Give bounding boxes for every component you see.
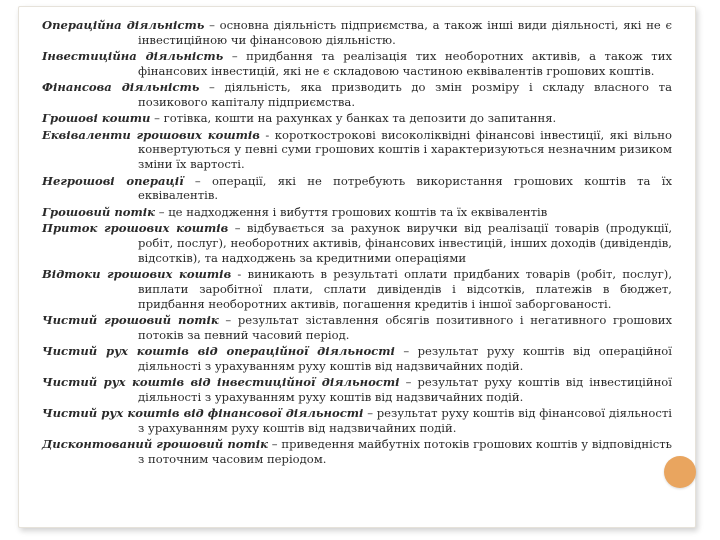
definition-text: – результат руху коштів від інвестиційної діяльності з урахуванням руху коштів від надзвичайних подій. [138, 375, 672, 405]
definition-text: – діяльність, яка призводить до змін розміру і складу власного та позикового капіталу підприємства. [138, 80, 672, 110]
definition-cash [42, 111, 672, 126]
term: Операційна діяльність [42, 18, 205, 32]
definition-cash-inflow [42, 221, 672, 266]
definition-non-cash-operations [42, 174, 672, 204]
term: Чистий рух коштів від фінансової діяльності [42, 406, 364, 421]
term: Дисконтований грошовий потік [42, 437, 269, 452]
term: Чистий рух коштів від операційної діяльності [42, 344, 395, 358]
definitions-list [42, 18, 672, 468]
definition-investing-activity [42, 49, 672, 79]
definition-discounted-cash-flow [42, 437, 672, 467]
definition-text: – операції, які не потребують використання грошових коштів та їх еквівалентів. [138, 173, 672, 203]
definition-net-financing-cash [42, 406, 672, 436]
definition-text: – результат руху коштів від операційної діяльності з урахуванням руху коштів від надзвичайних подій. [138, 344, 672, 373]
term: Чистий грошовий потік [42, 312, 219, 327]
term: Чистий рух коштів від інвестиційної діяльності [42, 375, 400, 390]
definition-net-operating-cash [42, 344, 672, 374]
definition-cash-equivalents [42, 128, 672, 173]
decorative-circle [664, 456, 696, 488]
term: Грошовий потік [42, 204, 156, 219]
definition-cash-flow [42, 205, 672, 220]
definition-text: – результат руху коштів від фінансової діяльності з урахуванням руху коштів від надзвичайних подій. [138, 406, 672, 436]
definition-financing-activity [42, 80, 672, 110]
definition-cash-outflows [42, 267, 672, 312]
term: Фінансова діяльність [42, 80, 200, 95]
term: Відтоки грошових коштів [42, 266, 232, 281]
definition-text: – результат зіставлення обсягів позитивного і негативного грошових потоків за певний часовий період. [138, 312, 672, 342]
term: Інвестиційна діяльність [42, 49, 224, 64]
definition-net-investing-cash [42, 375, 672, 405]
definition-text: – це надходження і вибуття грошових коштів та їх еквівалентів [155, 204, 548, 219]
definition-operating-activity [42, 18, 672, 48]
term: Негрошові операції [42, 173, 184, 188]
definition-text: - короткострокові високоліквідні фінансові інвестиції, які вільно конвертуються у певні суми грошових коштів і характеризуються незначним ризиком зміни їх вартості. [138, 127, 672, 172]
definition-text: – готівка, кошти на рахунках у банках та депозити до запитання. [150, 111, 557, 126]
term: Грошові кошти [42, 111, 151, 126]
definition-text: – відбувається за рахунок виручки від реалізації товарів (продукції, робіт, послуг), необоротних активів, фінансових інвестицій, інших доходів (дивідендів, відсотків), та надходжень за кредитними операціями [138, 220, 673, 265]
definition-text: – приведення майбутніх потоків грошових коштів у відповідність з поточним часовим періодом. [138, 437, 672, 467]
definition-text: – придбання та реалізація тих необоротних активів, а також тих фінансових інвестицій, які не є складовою частиною еквівалентів грошових коштів. [138, 49, 672, 79]
definition-text: - виникають в результаті оплати придбаних товарів (робіт, послуг), виплати заробітної плати, сплати дивідендів і відсотків, платежів в бюджет, придбання необоротних активів, погашення кредитів і іншої заборгованості. [138, 266, 672, 311]
definition-text: – основна діяльність підприємства, а також інші види діяльності, які не є інвестиційною чи фінансовою діяльністю. [138, 18, 672, 47]
definition-net-cash-flow [42, 313, 672, 343]
term: Еквіваленти грошових коштів [42, 127, 260, 142]
term: Приток грошових коштів [42, 220, 229, 235]
